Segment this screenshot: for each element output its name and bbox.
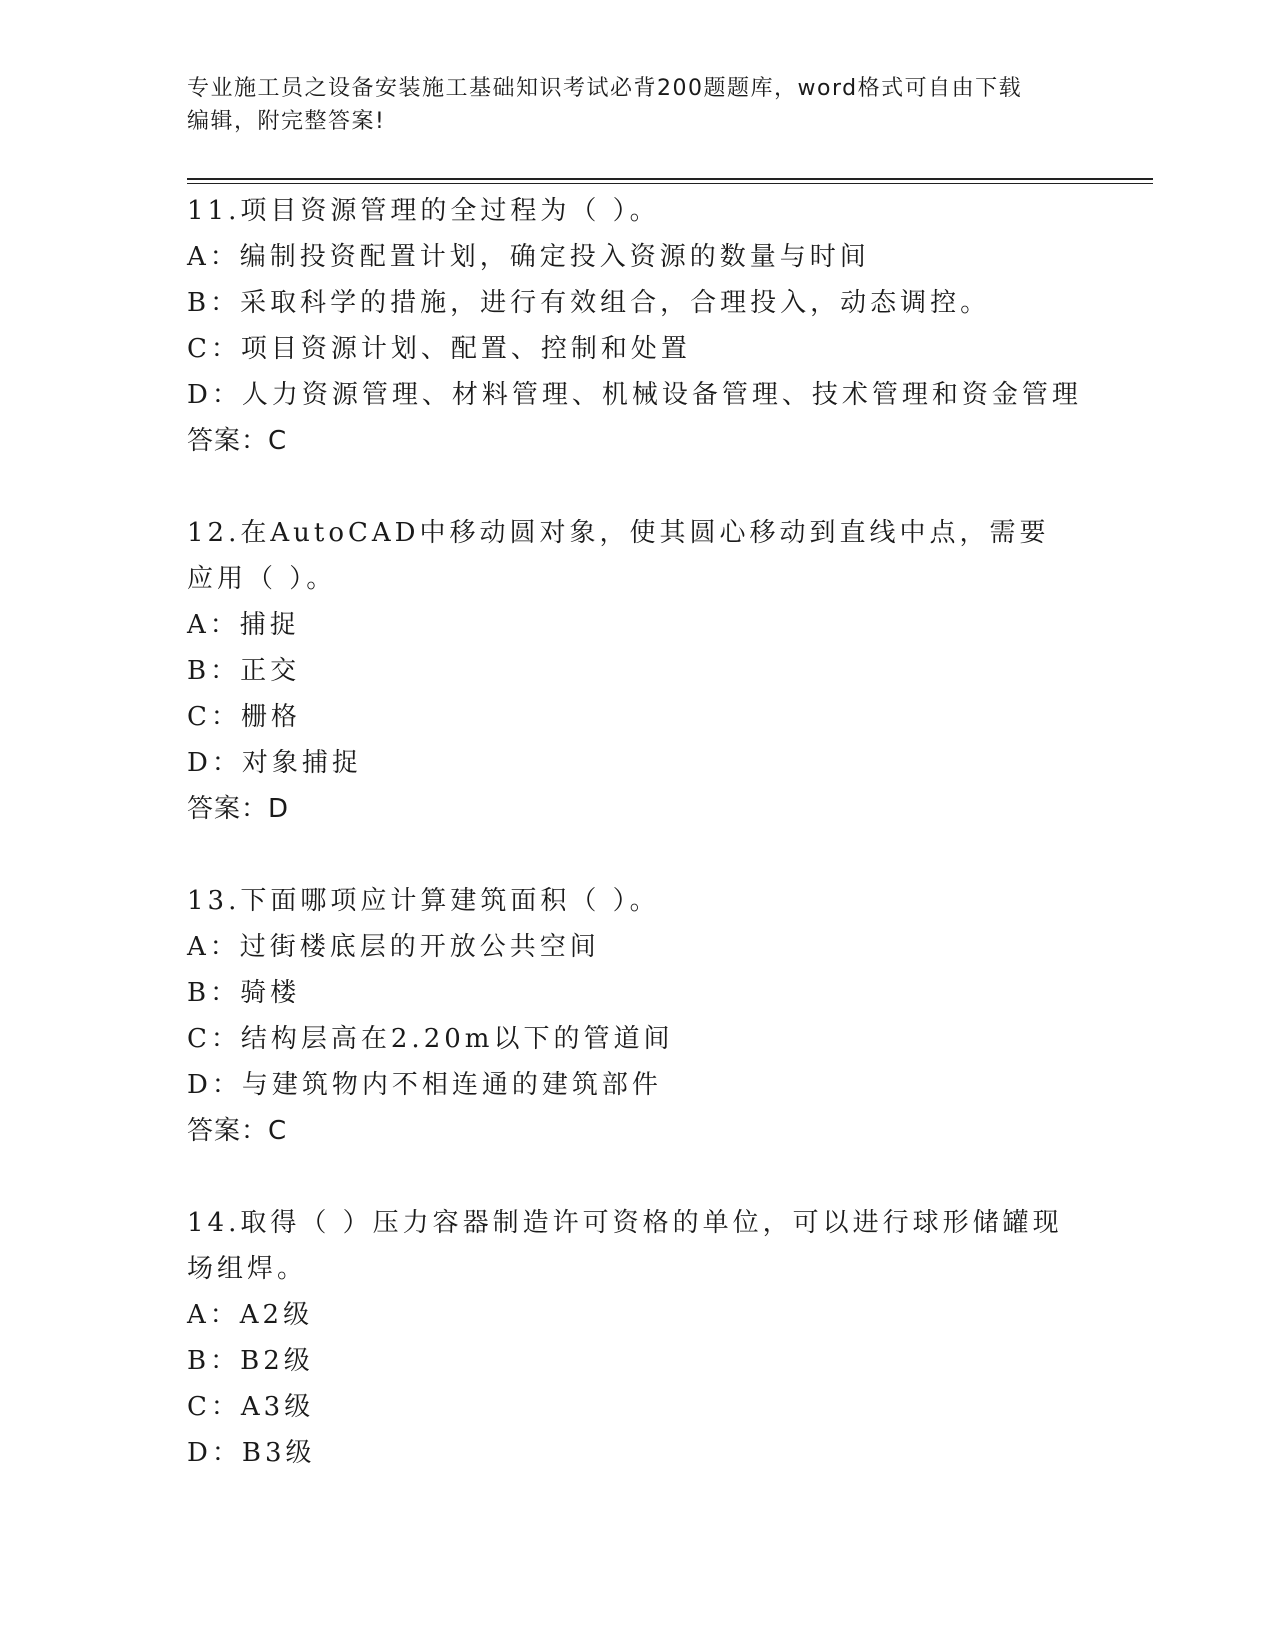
option-d: D：与建筑物内不相连通的建筑部件 — [187, 1070, 662, 1100]
question-list — [187, 188, 1082, 1522]
answer-label: 答案：C — [187, 426, 288, 456]
option-b: B：B2级 — [187, 1346, 314, 1376]
question-12 — [187, 510, 1077, 832]
question-stem: 13.下面哪项应计算建筑面积（ ）。 — [187, 886, 660, 916]
option-a: A：编制投资配置计划，确定投入资源的数量与时间 — [187, 242, 870, 272]
option-d: D：B3级 — [187, 1438, 316, 1468]
option-b: B：正交 — [187, 656, 301, 686]
header-divider-thick — [187, 178, 1153, 180]
option-a: A：捕捉 — [187, 610, 300, 640]
document-header — [187, 72, 1067, 138]
question-stem: 11.项目资源管理的全过程为（ ）。 — [187, 196, 660, 226]
option-b: B：骑楼 — [187, 978, 301, 1008]
option-c: C：栅格 — [187, 702, 301, 732]
option-d: D：对象捕捉 — [187, 748, 362, 778]
option-b: B：采取科学的措施，进行有效组合，合理投入，动态调控。 — [187, 288, 991, 318]
option-c: C：A3级 — [187, 1392, 315, 1422]
option-c: C：结构层高在2.20m以下的管道间 — [187, 1024, 674, 1054]
header-title-line1: 专业施工员之设备安装施工基础知识考试必背200题题库，word格式可自由下载 — [187, 76, 1023, 101]
question-stem: 14.取得（ ）压力容器制造许可资格的单位，可以进行球形储罐现场组焊。 — [187, 1208, 1063, 1284]
option-a: A：过街楼底层的开放公共空间 — [187, 932, 600, 962]
question-stem: 12.在AutoCAD中移动圆对象，使其圆心移动到直线中点，需要应用（ ）。 — [187, 518, 1050, 594]
header-title-line2: 编辑，附完整答案! — [187, 109, 386, 134]
header-divider-thin — [187, 183, 1153, 184]
option-c: C：项目资源计划、配置、控制和处置 — [187, 334, 691, 364]
question-13 — [187, 878, 1077, 1154]
question-11 — [187, 188, 1082, 464]
option-d: D：人力资源管理、材料管理、机械设备管理、技术管理和资金管理 — [187, 380, 1082, 410]
answer-label: 答案：C — [187, 1116, 288, 1146]
question-14 — [187, 1200, 1077, 1476]
option-a: A：A2级 — [187, 1300, 314, 1330]
answer-label: 答案：D — [187, 794, 290, 824]
